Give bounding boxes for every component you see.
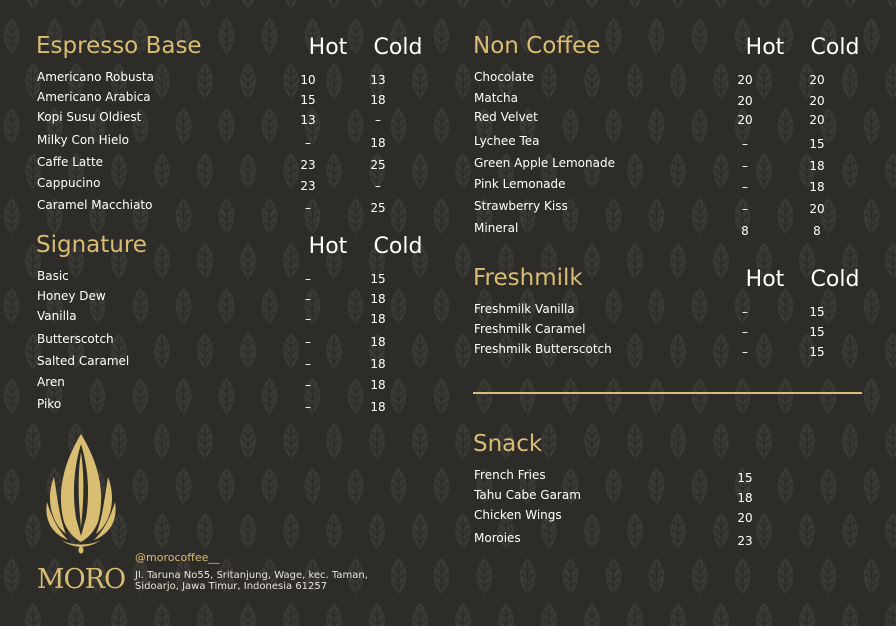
pattern-leaf — [455, 423, 471, 459]
hot-price: 23 — [300, 179, 316, 193]
item-price: 23 — [737, 534, 753, 548]
item-price: 20 — [737, 511, 753, 525]
cold-price: 15 — [809, 325, 825, 339]
menu-item-name: Chocolate — [474, 70, 535, 84]
hot-price: 10 — [300, 73, 316, 87]
hot-column-header: Hot — [308, 35, 348, 60]
pattern-leaf — [756, 603, 772, 626]
snack-section — [473, 431, 873, 561]
pattern-leaf — [455, 153, 471, 189]
pattern-leaf — [692, 558, 708, 594]
cold-price: 25 — [370, 158, 386, 172]
pattern-leaf — [197, 513, 213, 549]
menu-item-name: Caramel Macchiato — [37, 198, 153, 212]
cold-price: 8 — [813, 224, 821, 238]
pattern-leaf — [627, 0, 643, 9]
pattern-leaf — [563, 558, 579, 594]
pattern-leaf — [455, 63, 471, 99]
cold-column-header: Cold — [810, 35, 860, 60]
cold-price: 15 — [809, 345, 825, 359]
pattern-leaf — [455, 333, 471, 369]
menu-item-name: Mineral — [474, 221, 519, 235]
menu-item-name: Butterscotch — [37, 332, 114, 346]
pattern-leaf — [305, 468, 321, 504]
pattern-leaf — [778, 558, 794, 594]
pattern-leaf — [885, 0, 896, 9]
pattern-leaf — [606, 558, 622, 594]
menu-item-name: Milky Con Hielo — [37, 133, 130, 147]
pattern-leaf — [4, 198, 20, 234]
pattern-leaf — [283, 0, 299, 9]
section-title: Snack — [473, 431, 543, 457]
menu-item-name: Freshmilk Caramel — [474, 322, 586, 336]
pattern-leaf — [455, 0, 471, 9]
pattern-leaf — [584, 0, 600, 9]
pattern-leaf — [864, 378, 880, 414]
hot-price: – — [742, 345, 748, 359]
menu-item-name: Strawberry Kiss — [474, 199, 568, 213]
pattern-leaf — [176, 468, 192, 504]
hot-price: 23 — [300, 158, 316, 172]
pattern-leaf — [885, 63, 896, 99]
hot-price: – — [305, 335, 311, 349]
pattern-leaf — [455, 243, 471, 279]
pattern-leaf — [326, 513, 342, 549]
moro-logo — [36, 432, 126, 595]
hot-price: 20 — [737, 73, 753, 87]
pattern-leaf — [25, 0, 41, 9]
pattern-leaf — [283, 423, 299, 459]
pattern-leaf — [692, 378, 708, 414]
pattern-leaf — [240, 513, 256, 549]
pattern-leaf — [369, 0, 385, 9]
address-line-2: Sidoarjo, Jawa Timur, Indonesia 61257 — [135, 581, 328, 592]
cold-price: 18 — [370, 292, 386, 306]
item-price: 18 — [737, 491, 753, 505]
pattern-leaf — [4, 468, 20, 504]
pattern-leaf — [670, 0, 686, 9]
pattern-leaf — [154, 423, 170, 459]
cold-price: 15 — [809, 305, 825, 319]
pattern-leaf — [885, 423, 896, 459]
espresso-section — [36, 33, 436, 223]
pattern-leaf — [154, 603, 170, 626]
cold-price: 20 — [809, 113, 825, 127]
pattern-leaf — [262, 468, 278, 504]
hot-price: 15 — [300, 93, 316, 107]
pattern-leaf — [326, 603, 342, 626]
pattern-leaf — [111, 0, 127, 9]
pattern-leaf — [412, 513, 428, 549]
menu-item-name: Green Apple Lemonade — [474, 156, 615, 170]
pattern-leaf — [584, 603, 600, 626]
pattern-leaf — [326, 0, 342, 9]
hot-price: – — [305, 312, 311, 326]
hot-price: – — [742, 180, 748, 194]
pattern-leaf — [778, 378, 794, 414]
pattern-leaf — [4, 18, 20, 54]
menu-item-name: Americano Arabica — [37, 90, 151, 104]
pattern-leaf — [885, 153, 896, 189]
pattern-leaf — [369, 603, 385, 626]
pattern-leaf — [563, 378, 579, 414]
pattern-leaf — [434, 558, 450, 594]
pattern-leaf — [197, 423, 213, 459]
section-divider — [473, 392, 862, 394]
pattern-leaf — [348, 468, 364, 504]
cold-price: 13 — [370, 73, 386, 87]
pattern-leaf — [4, 378, 20, 414]
pattern-leaf — [670, 603, 686, 626]
hot-price: – — [742, 137, 748, 151]
pattern-leaf — [4, 558, 20, 594]
pattern-leaf — [240, 0, 256, 9]
hot-column-header: Hot — [308, 234, 348, 259]
pattern-leaf — [25, 603, 41, 626]
pattern-leaf — [154, 0, 170, 9]
hot-price: – — [305, 357, 311, 371]
pattern-leaf — [68, 0, 84, 9]
hot-price: – — [742, 305, 748, 319]
pattern-leaf — [885, 243, 896, 279]
hot-price: – — [305, 292, 311, 306]
pattern-leaf — [240, 423, 256, 459]
menu-item-name: Lychee Tea — [474, 134, 540, 148]
pattern-leaf — [25, 513, 41, 549]
address-line-1: Jl. Taruna No55, Sritanjung, Wage, kec. Taman, — [135, 570, 368, 581]
pattern-leaf — [627, 603, 643, 626]
hot-price: – — [742, 202, 748, 216]
pattern-leaf — [821, 558, 837, 594]
cold-price: 18 — [370, 378, 386, 392]
pattern-leaf — [197, 0, 213, 9]
hot-price: 13 — [300, 113, 316, 127]
pattern-leaf — [25, 423, 41, 459]
pattern-leaf — [369, 423, 385, 459]
menu-item-name: Aren — [37, 375, 65, 389]
hot-price: 20 — [737, 113, 753, 127]
cold-price: 18 — [370, 400, 386, 414]
hot-price: – — [305, 136, 311, 150]
cold-price: – — [375, 113, 381, 127]
pattern-leaf — [799, 603, 815, 626]
pattern-leaf — [197, 603, 213, 626]
pattern-leaf — [283, 513, 299, 549]
cold-price: 18 — [809, 180, 825, 194]
menu-item-name: Kopi Susu Oldiest — [37, 110, 142, 124]
pattern-leaf — [520, 558, 536, 594]
pattern-leaf — [713, 603, 729, 626]
pattern-leaf — [4, 108, 20, 144]
cold-price: 18 — [370, 136, 386, 150]
hot-price: – — [305, 400, 311, 414]
pattern-leaf — [219, 468, 235, 504]
menu-item-name: Cappucino — [37, 176, 101, 190]
menu-item-name: Chicken Wings — [474, 508, 562, 522]
pattern-leaf — [735, 378, 751, 414]
cold-price: 15 — [370, 272, 386, 286]
pattern-leaf — [412, 423, 428, 459]
non-coffee-section — [473, 33, 873, 243]
hot-price: – — [742, 325, 748, 339]
pattern-leaf — [498, 603, 514, 626]
menu-item-name: Matcha — [474, 91, 518, 105]
menu-item-name: Freshmilk Butterscotch — [474, 342, 612, 356]
social-handle: @morocoffee__ — [135, 551, 220, 564]
menu-item-name: Freshmilk Vanilla — [474, 302, 575, 316]
cold-price: 18 — [370, 357, 386, 371]
pattern-leaf — [154, 513, 170, 549]
pattern-leaf — [391, 468, 407, 504]
cold-price: 18 — [370, 312, 386, 326]
pattern-leaf — [111, 603, 127, 626]
pattern-leaf — [240, 603, 256, 626]
pattern-leaf — [649, 558, 665, 594]
pattern-leaf — [498, 0, 514, 9]
pattern-leaf — [842, 0, 858, 9]
pattern-leaf — [885, 513, 896, 549]
pattern-leaf — [821, 378, 837, 414]
cold-column-header: Cold — [373, 234, 423, 259]
cold-price: – — [375, 179, 381, 193]
pattern-leaf — [649, 378, 665, 414]
pattern-leaf — [541, 603, 557, 626]
item-price: 15 — [737, 471, 753, 485]
cold-price: 18 — [370, 93, 386, 107]
menu-item-name: Basic — [37, 269, 69, 283]
pattern-leaf — [756, 0, 772, 9]
pattern-leaf — [369, 513, 385, 549]
hot-price: 8 — [741, 224, 749, 238]
cold-price: 15 — [809, 137, 825, 151]
cold-column-header: Cold — [373, 35, 423, 60]
hot-column-header: Hot — [745, 267, 785, 292]
cold-price: 20 — [809, 73, 825, 87]
pattern-leaf — [412, 603, 428, 626]
cold-price: 18 — [370, 335, 386, 349]
cold-price: 25 — [370, 201, 386, 215]
pattern-leaf — [4, 288, 20, 324]
menu-item-name: Piko — [37, 397, 62, 411]
menu-item-name: Honey Dew — [37, 289, 106, 303]
section-title: Freshmilk — [473, 265, 583, 291]
hot-price: – — [305, 201, 311, 215]
hot-price: – — [305, 272, 311, 286]
pattern-leaf — [434, 468, 450, 504]
freshmilk-section — [473, 265, 873, 365]
menu-item-name: Americano Robusta — [37, 70, 154, 84]
cold-price: 20 — [809, 202, 825, 216]
menu-item-name: Red Velvet — [474, 110, 538, 124]
pattern-leaf — [885, 603, 896, 626]
pattern-leaf — [713, 0, 729, 9]
pattern-leaf — [842, 603, 858, 626]
pattern-leaf — [283, 603, 299, 626]
hot-price: – — [742, 159, 748, 173]
pattern-leaf — [455, 603, 471, 626]
cold-column-header: Cold — [810, 267, 860, 292]
pattern-leaf — [606, 378, 622, 414]
pattern-leaf — [133, 468, 149, 504]
pattern-leaf — [541, 0, 557, 9]
hot-price: 20 — [737, 94, 753, 108]
menu-item-name: Pink Lemonade — [474, 177, 566, 191]
pattern-leaf — [326, 423, 342, 459]
pattern-leaf — [477, 558, 493, 594]
section-title: Signature — [36, 232, 147, 258]
pattern-leaf — [412, 0, 428, 9]
pattern-leaf — [864, 558, 880, 594]
section-title: Espresso Base — [36, 33, 202, 59]
menu-item-name: Vanilla — [37, 309, 77, 323]
hot-price: – — [305, 378, 311, 392]
pattern-leaf — [799, 0, 815, 9]
pattern-leaf — [885, 333, 896, 369]
pattern-leaf — [477, 378, 493, 414]
cold-price: 20 — [809, 94, 825, 108]
logo-text: MORO — [36, 564, 126, 595]
menu-item-name: Tahu Cabe Garam — [474, 488, 581, 502]
address — [135, 570, 395, 592]
pattern-leaf — [735, 558, 751, 594]
signature-section — [36, 232, 436, 422]
pattern-leaf — [68, 603, 84, 626]
pattern-leaf — [455, 513, 471, 549]
hot-column-header: Hot — [745, 35, 785, 60]
section-title: Non Coffee — [473, 33, 601, 59]
menu-item-name: Salted Caramel — [37, 354, 130, 368]
menu-item-name: Moroies — [474, 531, 521, 545]
cold-price: 18 — [809, 159, 825, 173]
pattern-leaf — [520, 378, 536, 414]
menu-item-name: Caffe Latte — [37, 155, 104, 169]
menu-item-name: French Fries — [474, 468, 546, 482]
